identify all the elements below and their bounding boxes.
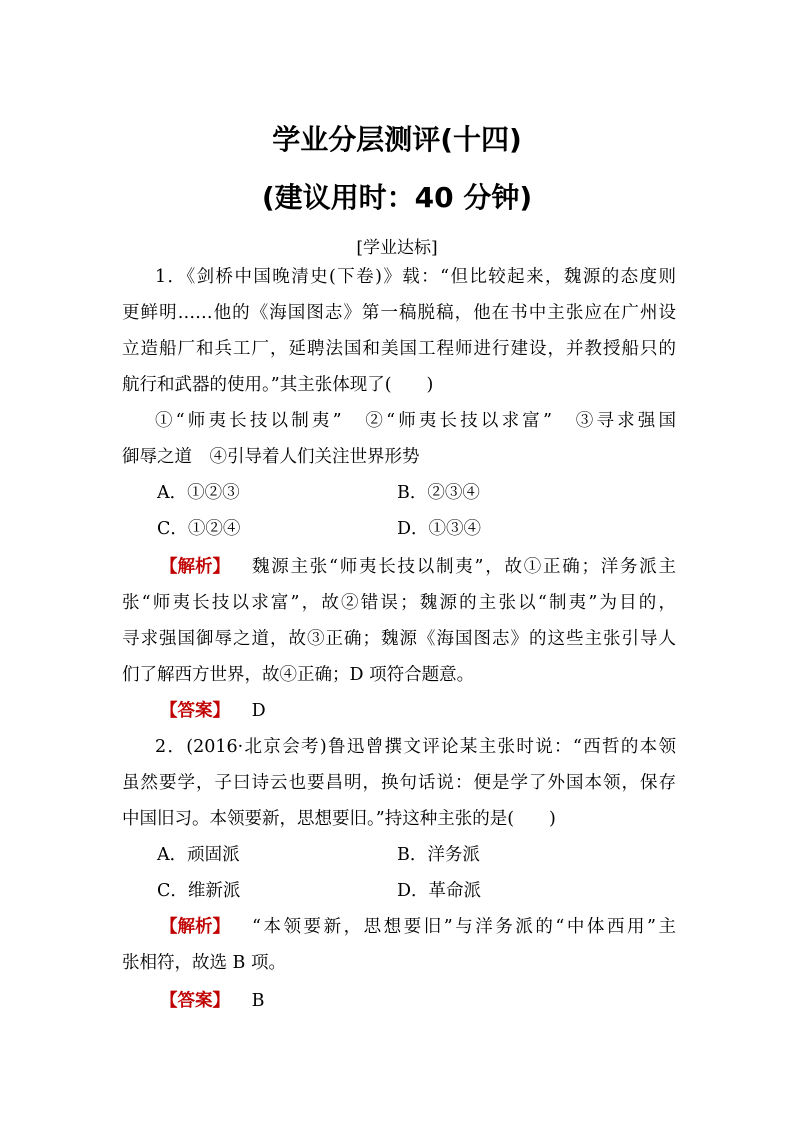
q1-analysis-tag [160,553,230,578]
q2-answer [160,987,264,1012]
q1-analysis-line-4: 们了解西方世界，故④正确；D 项符合题意。 [122,665,475,685]
q2-option-a: A．顽固派 [157,845,240,865]
q2-analysis-tag [160,913,230,938]
answer-label: 【答案】 [160,701,230,721]
q1-option-c: C．①②④ [157,519,241,539]
q1-option-b: B．②③④ [397,483,480,503]
page-subtitle: (建议用时：40 分钟) [261,181,533,214]
section-heading: [学业达标] [356,238,438,258]
q1-option-d: D．①③④ [397,519,482,539]
q2-option-c: C．维新派 [157,881,241,901]
q1-items-line-2: 御辱之道 ④引导着人们关注世界形势 [122,447,420,467]
q2-stem-line-3: 中国旧习。本领要新，思想要旧。”持这种主张的是( ) [122,809,556,829]
q2-analysis-line-1: “本领要新，思想要旧”与洋务派的“中体西用”主 [252,917,676,937]
analysis-label: 【解析】 [160,917,230,937]
q1-stem-line-1: 1．《剑桥中国晚清史(下卷)》载：“但比较起来，魏源的态度则 [155,267,676,287]
q1-answer [160,697,266,722]
q1-analysis-line-2: 张“师夷长技以求富”，故②错误；魏源的主张以“制夷”为目的， [122,593,676,613]
q2-option-d: D．革命派 [397,881,482,901]
answer-label: 【答案】 [160,991,230,1011]
q2-stem-line-2: 虽然要学，子曰诗云也要昌明，换句话说：便是学了外国本领，保存 [122,773,676,793]
q2-answer-value: B [251,991,265,1011]
q1-analysis-line-3: 寻求强国御辱之道，故③正确；魏源《海国图志》的这些主张引导人 [122,629,676,649]
q1-stem-line-2: 更鲜明……他的《海国图志》第一稿脱稿，他在书中主张应在广州设 [122,303,676,323]
page-title: 学业分层测评(十四) [272,123,522,156]
q1-stem-line-4: 航行和武器的使用。”其主张体现了( ) [122,375,434,395]
analysis-label: 【解析】 [160,557,230,577]
q2-option-b: B．洋务派 [397,845,480,865]
q1-analysis-line-1: 魏源主张“师夷长技以制夷”，故①正确；洋务派主 [252,557,676,577]
q2-analysis-line-2: 张相符，故选 B 项。 [122,953,286,973]
q1-stem-line-3: 立造船厂和兵工厂，延聘法国和美国工程师进行建设，并教授船只的 [122,339,676,359]
q1-option-a: A．①②③ [157,483,240,503]
q2-stem-line-1: 2．(2016·北京会考)鲁迅曾撰文评论某主张时说：“西哲的本领 [155,737,676,757]
q1-answer-value: D [251,701,266,721]
q1-items-line-1: ①“师夷长技以制夷” ②“师夷长技以求富” ③寻求强国 [155,411,676,431]
